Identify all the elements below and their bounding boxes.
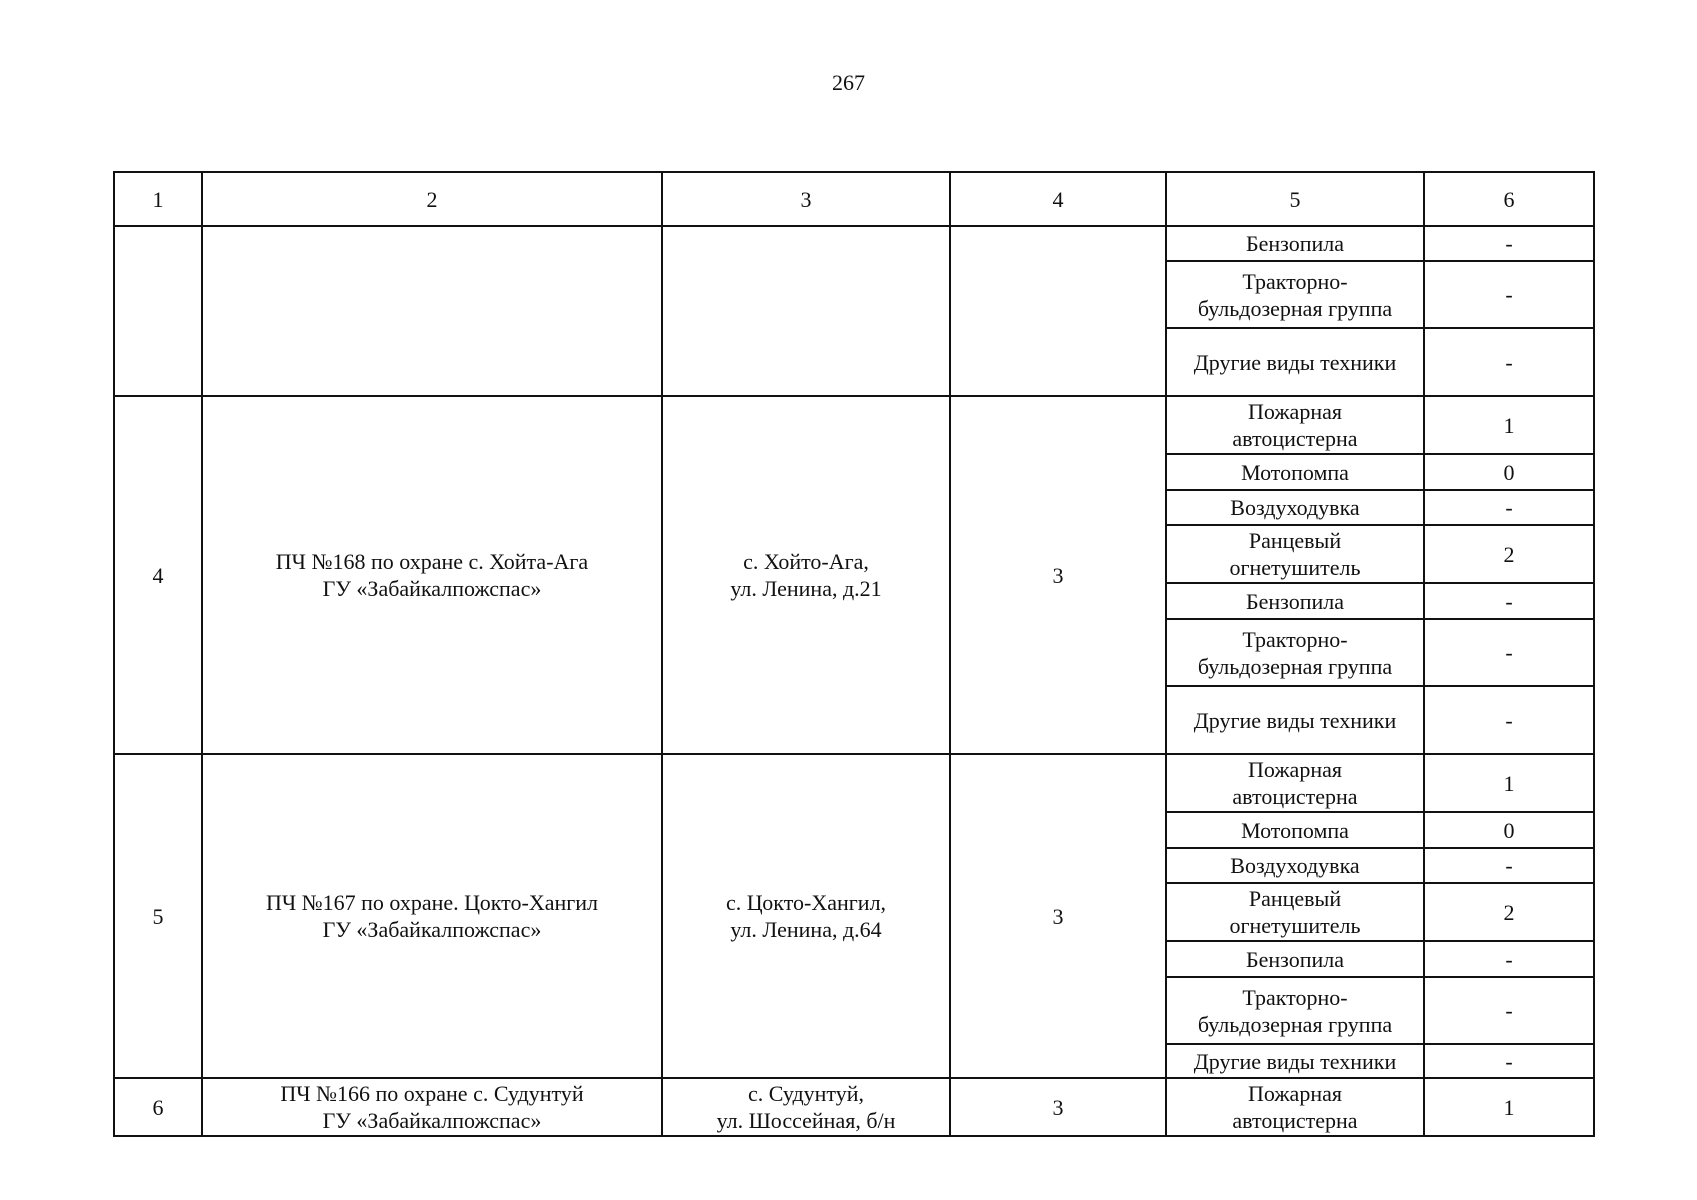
equipment-name-cell: Пожарная автоцистерна xyxy=(1166,754,1424,812)
address-cell xyxy=(662,396,950,754)
equipment-count-cell: 1 xyxy=(1424,1078,1594,1136)
station-name-cell xyxy=(202,396,662,754)
equipment-count-cell: - xyxy=(1424,328,1594,396)
equipment-name-cell: Бензопила xyxy=(1166,583,1424,619)
station-name-cell-line1: ПЧ №167 по охране. Цокто-Хангил xyxy=(265,890,599,915)
page-number: 267 xyxy=(832,70,865,95)
equipment-count-cell: - xyxy=(1424,490,1594,525)
header-cell: 3 xyxy=(662,172,950,226)
col4-cell xyxy=(950,226,1166,396)
equipment-count-cell: - xyxy=(1424,583,1594,619)
equipment-name-cell: Мотопомпа xyxy=(1166,454,1424,490)
station-name-cell xyxy=(202,226,662,396)
equipment-name-cell: Тракторно- бульдозерная группа xyxy=(1166,619,1424,686)
equipment-count-cell: 0 xyxy=(1424,454,1594,490)
address-cell-line1: с. Судунтуй, xyxy=(747,1081,865,1106)
equipment-count-cell: 1 xyxy=(1424,396,1594,454)
table-row xyxy=(114,754,1594,812)
table-row xyxy=(114,1078,1594,1136)
number-cell xyxy=(114,226,202,396)
equipment-name-cell: Другие виды техники xyxy=(1166,1044,1424,1078)
station-name-cell-line2: ГУ «Забайкалпожспас» xyxy=(322,917,542,942)
address-cell-line2: ул. Шоссейная, б/н xyxy=(716,1108,896,1133)
col4-cell: 3 xyxy=(950,1078,1166,1136)
equipment-count-cell: - xyxy=(1424,619,1594,686)
header-cell: 5 xyxy=(1166,172,1424,226)
equipment-count-cell: - xyxy=(1424,941,1594,977)
address-cell-line1: с. Цокто-Хангил, xyxy=(725,890,887,915)
equipment-table xyxy=(113,171,1595,1137)
header-cell: 6 xyxy=(1424,172,1594,226)
equipment-name-cell: Мотопомпа xyxy=(1166,812,1424,848)
table-row xyxy=(114,396,1594,454)
equipment-name-cell: Тракторно- бульдозерная группа xyxy=(1166,261,1424,328)
station-name-cell xyxy=(202,754,662,1078)
station-name-cell-line1: ПЧ №166 по охране с. Судунтуй xyxy=(280,1081,584,1106)
station-name-cell-line2: ГУ «Забайкалпожспас» xyxy=(322,576,542,601)
equipment-count-cell: - xyxy=(1424,1044,1594,1078)
equipment-name-cell: Ранцевый огнетушитель xyxy=(1166,525,1424,583)
number-cell: 6 xyxy=(114,1078,202,1136)
number-cell: 5 xyxy=(114,754,202,1078)
equipment-name-cell: Бензопила xyxy=(1166,226,1424,261)
equipment-name-cell: Воздуходувка xyxy=(1166,490,1424,525)
equipment-count-cell: 2 xyxy=(1424,525,1594,583)
number-cell: 4 xyxy=(114,396,202,754)
equipment-name-cell: Воздуходувка xyxy=(1166,848,1424,883)
equipment-count-cell: - xyxy=(1424,226,1594,261)
address-cell-line2: ул. Ленина, д.21 xyxy=(730,576,882,601)
equipment-name-cell: Пожарная автоцистерна xyxy=(1166,396,1424,454)
station-name-cell-line1: ПЧ №168 по охране с. Хойта-Ага xyxy=(275,549,589,574)
header-cell: 1 xyxy=(114,172,202,226)
header-cell: 2 xyxy=(202,172,662,226)
equipment-name-cell: Пожарная автоцистерна xyxy=(1166,1078,1424,1136)
equipment-name-cell: Тракторно- бульдозерная группа xyxy=(1166,977,1424,1044)
header-cell: 4 xyxy=(950,172,1166,226)
address-cell-line1: с. Хойто-Ага, xyxy=(743,549,869,574)
equipment-count-cell: - xyxy=(1424,977,1594,1044)
station-name-cell-line2: ГУ «Забайкалпожспас» xyxy=(322,1108,542,1133)
equipment-name-cell: Ранцевый огнетушитель xyxy=(1166,883,1424,941)
equipment-count-cell: - xyxy=(1424,848,1594,883)
address-cell xyxy=(662,1078,950,1136)
address-cell xyxy=(662,226,950,396)
table-row xyxy=(114,226,1594,261)
equipment-count-cell: - xyxy=(1424,686,1594,754)
address-cell-line2: ул. Ленина, д.64 xyxy=(730,917,882,942)
equipment-name-cell: Бензопила xyxy=(1166,941,1424,977)
equipment-count-cell: 0 xyxy=(1424,812,1594,848)
equipment-count-cell: 1 xyxy=(1424,754,1594,812)
col4-cell: 3 xyxy=(950,754,1166,1078)
col4-cell: 3 xyxy=(950,396,1166,754)
equipment-name-cell: Другие виды техники xyxy=(1166,328,1424,396)
station-name-cell xyxy=(202,1078,662,1136)
equipment-name-cell: Другие виды техники xyxy=(1166,686,1424,754)
table-body xyxy=(114,172,1594,1136)
address-cell xyxy=(662,754,950,1078)
header-row xyxy=(114,172,1594,226)
equipment-count-cell: - xyxy=(1424,261,1594,328)
equipment-count-cell: 2 xyxy=(1424,883,1594,941)
